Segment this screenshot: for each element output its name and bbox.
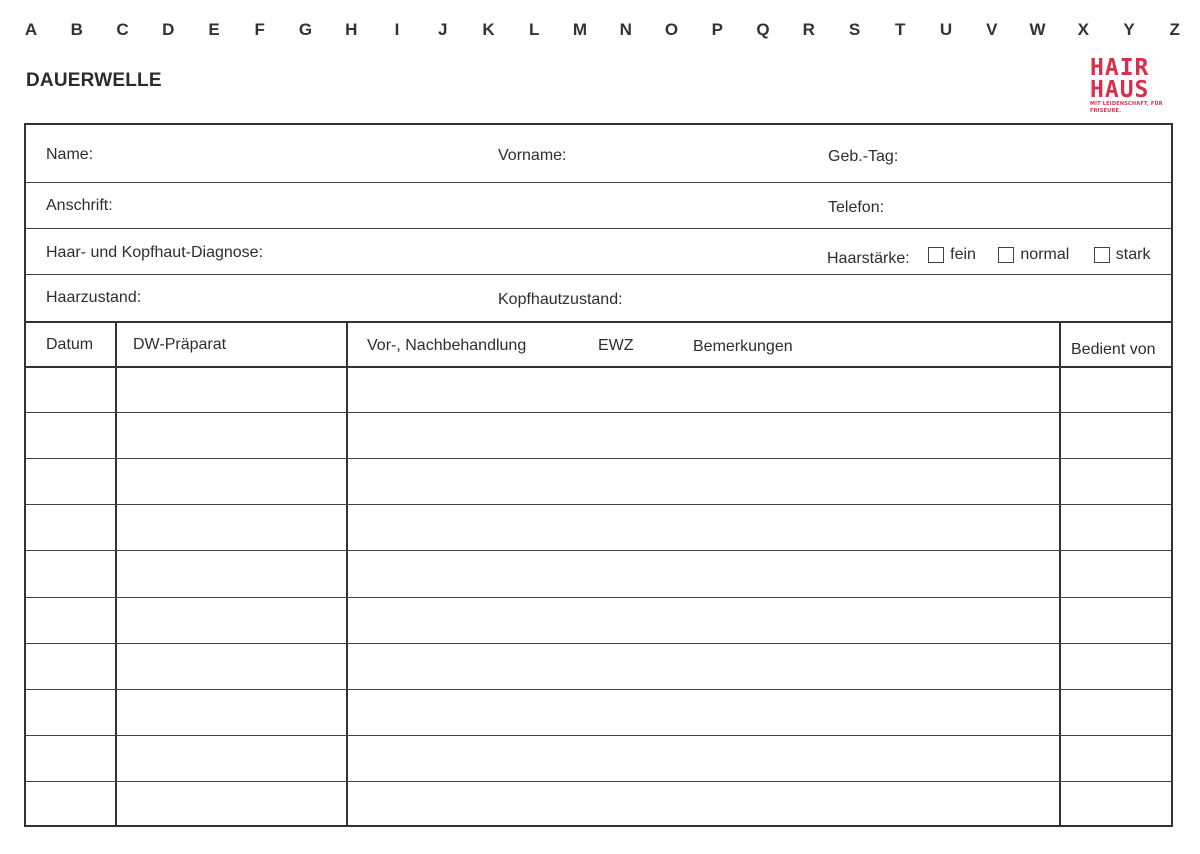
haarstaerke-group — [827, 246, 1150, 268]
logo-tagline: MIT LEIDENSCHAFT, FÜR FRISEURE. — [1090, 101, 1163, 114]
page-title: DAUERWELLE — [26, 70, 162, 91]
kopfhautzustand-label: Kopfhautzustand: — [498, 291, 623, 308]
alphabet-letter: B — [70, 20, 83, 39]
table-row-line — [26, 550, 1171, 551]
checkbox-normal[interactable] — [998, 247, 1014, 263]
divider — [26, 321, 1171, 323]
haarzustand-label: Haarzustand: — [46, 289, 142, 306]
table-row-line — [26, 643, 1171, 644]
alphabet-letter: K — [482, 20, 495, 39]
table-row-line — [26, 781, 1171, 782]
divider — [26, 228, 1171, 229]
alphabet-letter: D — [162, 20, 175, 39]
logo-line-1: HAIR — [1090, 55, 1150, 81]
column-line — [1059, 321, 1061, 825]
col-bemerkungen: Bemerkungen — [693, 338, 793, 355]
geb-tag-label: Geb.-Tag: — [828, 148, 899, 165]
column-line — [346, 321, 348, 825]
alphabet-letter: W — [1029, 20, 1046, 39]
vorname-label: Vorname: — [498, 147, 567, 164]
alphabet-index — [18, 20, 1188, 40]
alphabet-letter: E — [208, 20, 220, 39]
alphabet-letter: J — [438, 20, 448, 39]
anschrift-label: Anschrift: — [46, 197, 113, 214]
alphabet-letter: Y — [1123, 20, 1135, 39]
alphabet-letter: V — [986, 20, 998, 39]
option-normal-label: normal — [1020, 246, 1070, 263]
col-ewz: EWZ — [598, 337, 634, 354]
col-datum: Datum — [46, 336, 94, 353]
alphabet-letter: T — [895, 20, 906, 39]
option-fein-label: fein — [950, 246, 976, 263]
alphabet-letter: M — [572, 20, 588, 39]
table-row-line — [26, 412, 1171, 413]
alphabet-letter: P — [711, 20, 723, 39]
table-header-divider — [26, 366, 1171, 368]
alphabet-letter: F — [254, 20, 265, 39]
hair-haus-logo — [1090, 55, 1182, 114]
alphabet-letter: U — [939, 20, 953, 39]
checkbox-stark[interactable] — [1094, 247, 1110, 263]
client-form — [24, 123, 1173, 827]
alphabet-letter: R — [802, 20, 815, 39]
table-row-line — [26, 597, 1171, 598]
alphabet-letter: Z — [1169, 20, 1180, 39]
alphabet-letter: A — [24, 20, 38, 39]
table-row-line — [26, 689, 1171, 690]
divider — [26, 274, 1171, 275]
alphabet-letter: N — [619, 20, 632, 39]
alphabet-letter: S — [848, 20, 861, 39]
alphabet-letter: L — [529, 20, 540, 39]
table-row-line — [26, 458, 1171, 459]
option-normal[interactable] — [998, 246, 1069, 264]
haarstaerke-label: Haarstärke: — [827, 250, 910, 267]
option-stark-label: stark — [1115, 246, 1151, 263]
alphabet-letter: I — [394, 20, 400, 39]
name-label: Name: — [46, 146, 94, 163]
alphabet-letter: O — [664, 20, 679, 39]
option-stark[interactable] — [1094, 246, 1151, 264]
col-bedient: Bedient von — [1071, 341, 1156, 358]
col-praeparat: DW-Präparat — [133, 336, 227, 353]
alphabet-letter: Q — [756, 20, 770, 39]
alphabet-letter: H — [345, 20, 358, 39]
alphabet-letter: X — [1077, 20, 1089, 39]
divider — [26, 182, 1171, 183]
col-behandlung: Vor-, Nachbehandlung — [367, 337, 527, 354]
diagnose-label: Haar- und Kopfhaut-Diagnose: — [46, 244, 264, 261]
option-fein[interactable] — [928, 246, 976, 264]
column-line — [115, 321, 117, 825]
telefon-label: Telefon: — [828, 199, 885, 216]
table-row-line — [26, 504, 1171, 505]
alphabet-letter: G — [298, 20, 313, 39]
table-row-line — [26, 735, 1171, 736]
checkbox-fein[interactable] — [928, 247, 944, 263]
alphabet-letter: C — [116, 20, 129, 39]
logo-line-2: HAUS — [1090, 77, 1150, 103]
